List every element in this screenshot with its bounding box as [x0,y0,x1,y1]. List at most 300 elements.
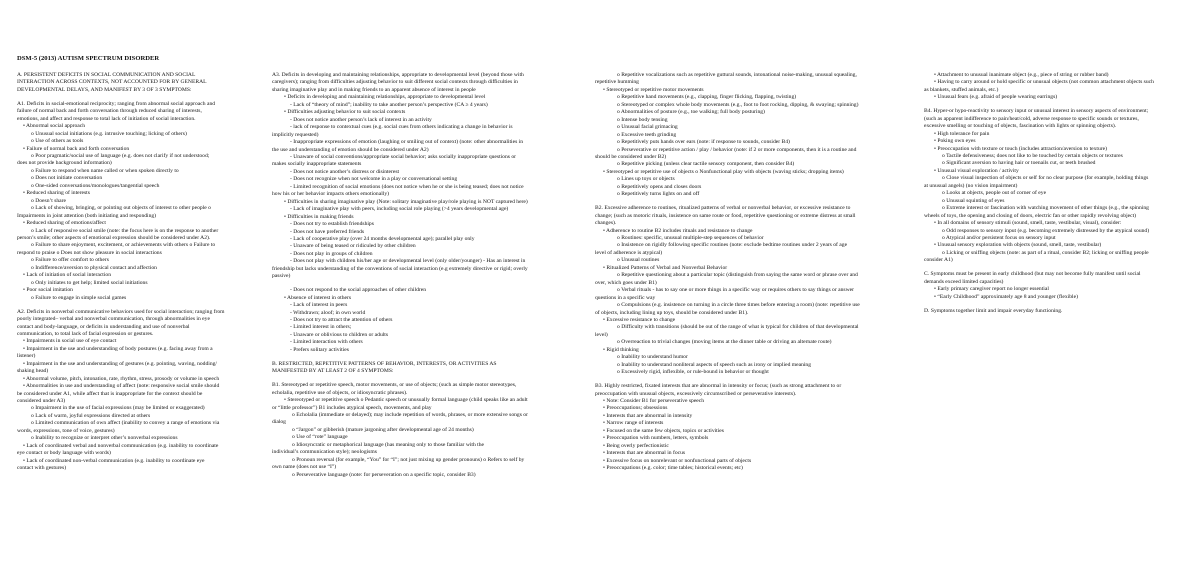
line-text: implicitly requested) [272,131,319,138]
text-line [595,428,900,435]
text-line [17,138,257,145]
text-line [17,183,257,190]
line-text: o Extreme interest or fascination with watching movement of other things (e.g., the spinning [942,205,1149,212]
text-line [924,79,1196,86]
line-text: B4. Hyper-or hypo-reactivity to sensory input or unusual interest in sensory aspects of environment; [924,108,1149,115]
text-line [595,250,900,257]
line-text: • In all domains of sensory stimuli (sound, smell, taste, vestibular, visual), consider: [934,220,1122,227]
text-line [17,413,257,420]
text-line [272,214,562,221]
line-text: o Unusual squinting of eyes [942,197,1005,204]
text-line [595,147,900,154]
line-text: o Repetitive vocalizations such as repetitive guttural sounds, intonational noise-making, unusual squealing, [617,72,857,78]
line-text: o Repetitively puts hands over ears (note: if response to sounds, consider B4) [617,139,790,146]
text-line [272,295,562,302]
line-text: • Adherence to routine B2 includes rituals and resistance to change [603,227,753,234]
text-line [272,382,562,389]
text-line [17,420,257,427]
line-text: - Lack of “theory of mind”; inability to take another person’s perspective (CA ≥ 4 years) [290,101,488,108]
text-line [924,235,1196,242]
line-text: - Unaware of being teased or ridiculed by other children [290,243,416,250]
text-line [595,280,900,287]
line-text: o Excessive teeth grinding [617,131,677,138]
text-line [17,450,257,457]
line-text: o Indifference/aversion to physical contact and affection [31,264,157,271]
line-text: as blankets, stuffed animals, etc.) [924,86,999,93]
text-line [17,376,257,383]
text-line [272,397,562,404]
line-text: • Poking own eyes [934,138,976,145]
line-text: • Unusual sensory exploration with objects (sound, smell, taste, vestibular) [934,242,1102,249]
line-text: o Overreaction to trivial changes (moving items at the dinner table or driving an alternate route) [617,339,832,346]
text-line [595,124,900,131]
line-text: o Unusual routines [617,257,660,264]
text-line [924,87,1196,94]
line-text: o Stereotyped or complex whole body movements (e.g., foot to foot rocking, dipping, & swaying; spinning) [617,101,859,108]
text-line [17,228,257,235]
text-line [924,131,1196,138]
line-text: o Failure to respond when name called or when spoken directly to [31,167,179,174]
text-line [272,449,562,456]
line-text: considered under A3) [17,398,66,405]
text-line [272,199,562,206]
line-text: MANIFESTED BY AT LEAST 2 OF 4 SYMPTOMS: [272,368,394,375]
line-text: A3. Deficits in developing and maintaining relationships, appropriate to developmental level (beyond those with [272,72,524,78]
text-line [595,332,900,339]
line-text: o “Jargon” or gibberish (mature jargoning after developmental age of 24 months) [292,426,474,433]
line-text: o Lack of responsive social smile (note: the focus here is on the response to another [31,227,219,234]
text-line [595,94,900,101]
text-line [595,228,900,235]
text-line [924,198,1196,205]
line-text: o Use of others as tools [31,138,84,145]
text-line [272,442,562,449]
line-text: • Unusual fears (e.g. afraid of people wearing earrings) [934,94,1058,101]
text-line [595,213,900,220]
text-line [924,183,1196,190]
text-line [17,250,257,257]
text-line [924,138,1196,145]
line-text: - Unaware of social conventions/appropriate social behavior; asks socially inappropriate questions or [290,153,517,160]
line-text: shaking head) [17,368,49,375]
text-line [595,169,900,176]
line-text: o Inability to understand humor [617,354,688,361]
line-text: • Impairment in the use and understanding of body postures (e.g. facing away from a [23,345,213,352]
line-text: • Unusual visual exploration / activity [934,167,1019,174]
line-text: the use and understanding of emotion should be considered under A2) [272,146,429,153]
line-text: - Lack of interest in peers [290,302,348,309]
line-text: - Limited interest in others; [290,324,352,331]
line-text: o Failure to engage in simple social games [31,294,127,301]
line-text: o Perseverative language (note: for perseveration on a specific topic, consider B3) [292,471,476,478]
text-line [17,146,257,153]
text-line [595,139,900,146]
line-text: emotions, and affect and response to total lack of initiation of social interaction. [17,115,196,122]
text-line [272,273,562,280]
line-text: - Lack of cooperative play (over 24 months developmental age); parallel play only [290,235,475,242]
line-text: o Lines up toys or objects [617,176,675,183]
text-line [17,116,257,123]
text-line [272,176,562,183]
text-line [17,123,257,130]
line-text: • Difficulties adjusting behavior to suit social contexts [284,109,406,116]
line-text: o Only initiates to get help; limited social initiations [31,279,148,286]
text-line [272,266,562,273]
line-text: - Lack of imaginative play with peers, including social role playing (>4 years developmental age) [290,206,509,213]
line-text: • Abnormal social approach [23,123,86,130]
text-line [17,235,257,242]
text-line [924,294,1196,301]
line-text: • Difficulties in making friends [284,213,354,220]
line-text: • Difficulties in sharing imaginative play (Note: solitary imaginative play/role playing is NOT captured here) [284,198,528,205]
line-text: B3. Highly restricted, fixated interests that are abnormal in intensity or focus; (such as strong attachment to or [595,383,842,390]
text-line [595,310,900,317]
text-line [272,236,562,243]
line-text: o Impairment in the use of facial expressions (may be limited or exaggerated) [31,405,205,412]
text-line [17,324,257,331]
line-text: caregivers); ranging from difficulties adjusting behavior to suit different social contexts through difficulties in [272,79,518,86]
text-line [595,191,900,198]
line-text: should be considered under B2) [595,153,667,160]
text-line [595,383,900,390]
text-line [17,131,257,138]
text-line [272,251,562,258]
text-line [595,435,900,442]
text-line [272,206,562,213]
text-line [17,272,257,279]
text-line [17,391,257,398]
text-line [595,369,900,376]
line-text: • Reduced sharing of emotions/affect [23,220,106,227]
line-text: o Odd responses to sensory input (e.g. becoming extremely distressed by the atypical sound) [942,227,1150,234]
text-line [924,72,1196,79]
line-text: o Compulsions (e.g. insistence on turning in a circle three times before entering a room) (note: repetitive use [617,302,860,309]
line-text: • Abnormalities in use and understanding of affect (note: responsive social smile should [23,383,220,390]
text-line [272,302,562,309]
line-text: o Perseverative or repetitive action / play / behavior (note: if 2 or more components, then it is a routine and [617,146,857,153]
text-line [272,87,562,94]
text-line [272,472,562,479]
line-text: at unusual angels) (no vision impairment) [924,182,1018,189]
text-line [595,354,900,361]
text-line [924,286,1196,293]
line-text: • Preoccupation with texture or touch (includes attraction/aversion to texture) [934,145,1107,152]
line-text: - Does not have preferred friends [290,228,365,235]
line-text: o Abnormalities of posture (e.g., toe walking; full body posturing) [617,109,765,116]
column-4 [924,72,1196,315]
text-line [272,191,562,198]
text-line [924,279,1196,286]
text-line [272,332,562,339]
text-line [272,368,562,375]
text-line [272,243,562,250]
text-line [17,353,257,360]
line-text: • Excessive focus on nonrelevant or nonfunctional parts of objects [603,457,752,464]
text-line [17,168,257,175]
line-text: INTERACTION ACROSS CONTEXTS, NOT ACCOUNTED FOR BY GENERAL [17,79,207,86]
text-line [595,450,900,457]
line-text: • Stereotyped or repetitive use of objects o Nonfunctional play with objects (waving sticks; dropping items) [603,168,844,175]
line-text: level of adherence is atypical) [595,249,663,256]
text-line [595,154,900,161]
line-text: Impairments in joint attention (both initiating and responding) [17,212,157,219]
text-line [17,265,257,272]
line-text: A1. Deficits in social-emotional reciprocity; ranging from abnormal social approach and [17,100,216,107]
line-text: o Inability to understand nonliteral aspects of speech such as irony or implied meaning [617,361,812,368]
line-text: • Early primary caregiver report no longer essential [934,286,1049,293]
line-text: o Doesn’t share [31,197,67,204]
text-line [924,271,1196,278]
text-line [595,302,900,309]
text-line [924,257,1196,264]
line-text: questions in a specific way [595,294,656,301]
line-text: preoccupation with unusual objects, excessively circumscribed or perseverative interests). [595,390,797,397]
text-line [272,317,562,324]
text-line [595,398,900,405]
line-text: - lack of response to contextual cues (e.g. social cues from others indicating a change in behavior is [290,124,513,131]
text-line [272,434,562,441]
line-text: DEVELOPMENTAL DELAYS, AND MANIFEST BY 3 OF 3 SYMPTOMS: [17,86,192,93]
text-line [272,147,562,154]
text-line [272,117,562,124]
text-line [17,295,257,302]
line-text: o Poor pragmatic/social use of language (e.g. does not clarify if not understood; [31,153,210,160]
text-line [595,117,900,124]
line-text: demands exceed limited capacities) [924,278,1004,285]
text-line [272,324,562,331]
line-text: communication, to total lack of facial expression or gestures. [17,330,154,337]
line-text: o Intense body tensing [617,116,668,123]
line-text: sharing imaginative play and in making friends to an apparent absence of interest in people [272,86,476,93]
column-3 [595,72,900,473]
text-line [17,205,257,212]
line-text: • Abnormal volume, pitch, intonation, rate, rhythm, stress, prosody or volume in speech [23,375,220,382]
line-text: • Focused on the same few objects, topics or activities [603,427,724,434]
column-1 [17,72,257,473]
text-line [17,280,257,287]
text-line [924,94,1196,101]
line-text: • Being overly perfectionistic [603,442,669,449]
line-text: C. Symptoms must be present in early childhood (but may not become fully manifest until social [924,271,1141,278]
line-text: contact with gestures) [17,465,67,472]
line-text: - Withdrawn; aloof; in own world [290,309,366,316]
text-line [595,413,900,420]
text-line [595,347,900,354]
text-line [595,184,900,191]
text-line [595,324,900,331]
text-line [17,443,257,450]
text-line [924,168,1196,175]
line-text: o Repetitively turns lights on and off [617,191,700,198]
line-text: - Does not play in groups of children [290,250,373,257]
line-text: o Repetitive hand movements (e.g., clapping, finger flicking, flapping, twisting) [617,94,797,101]
text-line [595,339,900,346]
text-line [595,257,900,264]
line-text: echolalia, repetitive use of objects, or idiosyncratic phrases). [272,389,408,396]
text-line [595,465,900,472]
line-text: over, which goes under B1) [595,279,657,286]
text-line [595,420,900,427]
text-line [595,362,900,369]
text-line [272,390,562,397]
text-line [17,198,257,205]
line-text: contact and body-language, or deficits in understanding and use of nonverbal [17,323,190,330]
text-line [272,427,562,434]
line-text: - Does not play with children his/her age or developmental level (only older/younger) - Has an interest in [290,258,526,265]
line-text: • Preoccupation with numbers, letters, symbols [603,435,709,442]
line-text: words, expressions, tone of voice, gestures) [17,427,115,434]
line-text: - Does not notice another’s distress or disinterest [290,168,400,175]
line-text: o Failure to share enjoyment, excitement, or achievements with others o Failure to [31,242,216,249]
text-line [924,116,1196,123]
line-text: - Does not try to attract the attention of others [290,317,393,323]
line-text: • Interests that are abnormal in intensity [603,412,693,419]
line-text: • Interests that are abnormal in focus [603,450,686,457]
line-text: • Lack of coordinated non-verbal communication (e.g. inability to coordinate eye [23,457,205,464]
text-line [924,308,1196,315]
text-line [272,139,562,146]
text-line [924,146,1196,153]
text-line [272,94,562,101]
line-text: or “little professor”) B1 includes atypical speech, movements, and play [272,404,432,411]
line-text: o One-sided conversations/monologues/tangential speech [31,182,160,189]
text-line [272,154,562,161]
text-line [595,109,900,116]
text-line [272,361,562,368]
line-text: - Limited interaction with others [290,339,363,346]
line-text: o Repetitive picking (unless clear tactile sensory component, then consider B4) [617,161,795,168]
text-line [924,153,1196,160]
line-text: B. RESTRICTED, REPETITIVE PATTERNS OF BEHAVIOR, INTERESTS, OR ACTIVITIES AS [272,360,497,367]
line-text: o Limited communication of own affect (inability to convey a range of emotions via [31,420,220,427]
text-line [17,458,257,465]
line-text: • Having to carry around or hold specific or unusual objects (not common attachment objects such [934,79,1154,86]
text-line [17,398,257,405]
text-line [17,101,257,108]
line-text: • Narrow range of interests [603,420,664,427]
line-text: o Idiosyncratic or metaphorical language (has meaning only to those familiar with the [292,441,484,448]
text-line [17,160,257,167]
text-line [595,265,900,272]
line-text: o Failure to offer comfort to others [31,257,109,264]
text-line [595,235,900,242]
text-line [924,123,1196,130]
text-line [17,153,257,160]
line-text: • Absence of interest in others [284,294,352,301]
line-text: o Pronoun reversal (for example, “You” for “I”; not just mixing up gender pronouns) o Refers to self by [292,456,525,463]
line-text: o Licking or sniffing objects (note: as part of a ritual, consider B2; licking or sniffing people [942,249,1149,256]
text-line [595,317,900,324]
line-text: respond to praise o Does not show pleasure in social interactions [17,249,162,256]
text-line [595,287,900,294]
line-text: individual’s communication style); neologisms [272,449,377,456]
line-text: - Does not respond to the social approaches of other children [290,287,427,294]
line-text: (such as apparent indifference to pain/heat/cold, adverse response to specific sounds or textures, [924,115,1139,122]
line-text: failure of normal back and forth conversation through reduced sharing of interests, [17,108,202,115]
line-text: o Lack of warm, joyful expressions directed at others [31,412,151,419]
text-line [924,220,1196,227]
text-line [272,132,562,139]
line-text: • Attachment to unusual inanimate object (e.g., piece of string or rubber band) [934,72,1109,78]
text-line [272,169,562,176]
text-line [17,338,257,345]
line-text: - Does not recognize when not welcome in a play or conversational setting [290,176,458,183]
line-text: • Excessive resistance to change [603,317,676,323]
line-text: o Excessively rigid, inflexible, or rule-bound in behavior or thought [617,369,769,376]
line-text: listener) [17,353,36,360]
text-line [924,242,1196,249]
text-line [272,310,562,317]
line-text: B1. Stereotyped or repetitive speech, motor movements, or use of objects; (such as simple motor stereotypes, [272,382,517,389]
text-line [924,213,1196,220]
line-text: friendship but lacks understanding of the conventions of social interaction (e.g extremely directive or rigid; overly [272,265,528,272]
line-text: eye contact or body language with words) [17,450,111,457]
line-text: • “Early Childhood” approximately age 8 and younger (flexible) [934,293,1078,300]
line-text: does not provide background information) [17,160,112,167]
line-text: • Deficits in developing and maintaining relationships, appropriate to developmental level [284,94,486,101]
line-text: • Stereotyped or repetitive speech o Pedantic speech or unusually formal language (child speaks like an adult [284,397,528,404]
text-line [595,205,900,212]
line-text: change; (such as motoric rituals, insistence on same route or food, repetitive questioning or extreme distress at small [595,212,856,219]
line-text: - Does not notice another person’s lack of interest in an activity [290,116,432,123]
text-line [924,160,1196,167]
line-text: o Unusual facial grimacing [617,124,678,131]
line-text: • High tolerance for pain [934,130,990,137]
text-line [272,419,562,426]
text-line [17,368,257,375]
line-text: o Difficulty with transitions (should be out of the range of what is typical for children of that developmental [617,324,859,331]
line-text: o Looks at objects, people out of corner of eye [942,190,1047,197]
text-line [17,383,257,390]
text-line [272,405,562,412]
text-line [272,221,562,228]
text-line [595,391,900,398]
line-text: - Unaware or oblivious to children or adults [290,331,389,338]
line-text: excessive smelling or touching of objects, fascination with lights or spinning objects). [924,123,1117,130]
text-line [272,347,562,354]
text-line [595,295,900,302]
text-line [272,457,562,464]
text-line [272,161,562,168]
text-line [924,228,1196,235]
line-text: passive) [272,273,291,280]
text-line [595,443,900,450]
text-line [924,205,1196,212]
text-line [595,220,900,227]
text-line [272,72,562,79]
text-line [17,190,257,197]
line-text: A2. Deficits in nonverbal communicative behaviors used for social interaction; ranging from [17,308,225,315]
line-text: o Inability to recognize or interpret other’s nonverbal expressions [31,435,178,442]
line-text: • Ritualized Patterns of Verbal and Nonverbal Behavior [603,264,728,271]
text-line [272,184,562,191]
text-line [595,176,900,183]
line-text: - Prefers solitary activities [290,346,349,353]
text-line [17,346,257,353]
text-line [595,458,900,465]
line-text: • Impairments in social use of eye contact [23,338,117,345]
line-text: be considered under A1, while affect that is inappropriate for the context should be [17,390,203,397]
line-text: • Failure of normal back and forth conversation [23,145,130,152]
text-line [595,87,900,94]
text-line [17,465,257,472]
line-text: o Atypical and/or persistent focus on sensory input [942,235,1056,242]
line-text: B2. Excessive adherence to routines, ritualized patterns of verbal or nonverbal behavior, or excessive resistance to [595,205,851,212]
text-line [924,108,1196,115]
text-line [272,412,562,419]
line-text: • Preoccupations (e.g. color; time tables; historical events; etc) [603,465,743,472]
text-line [272,229,562,236]
